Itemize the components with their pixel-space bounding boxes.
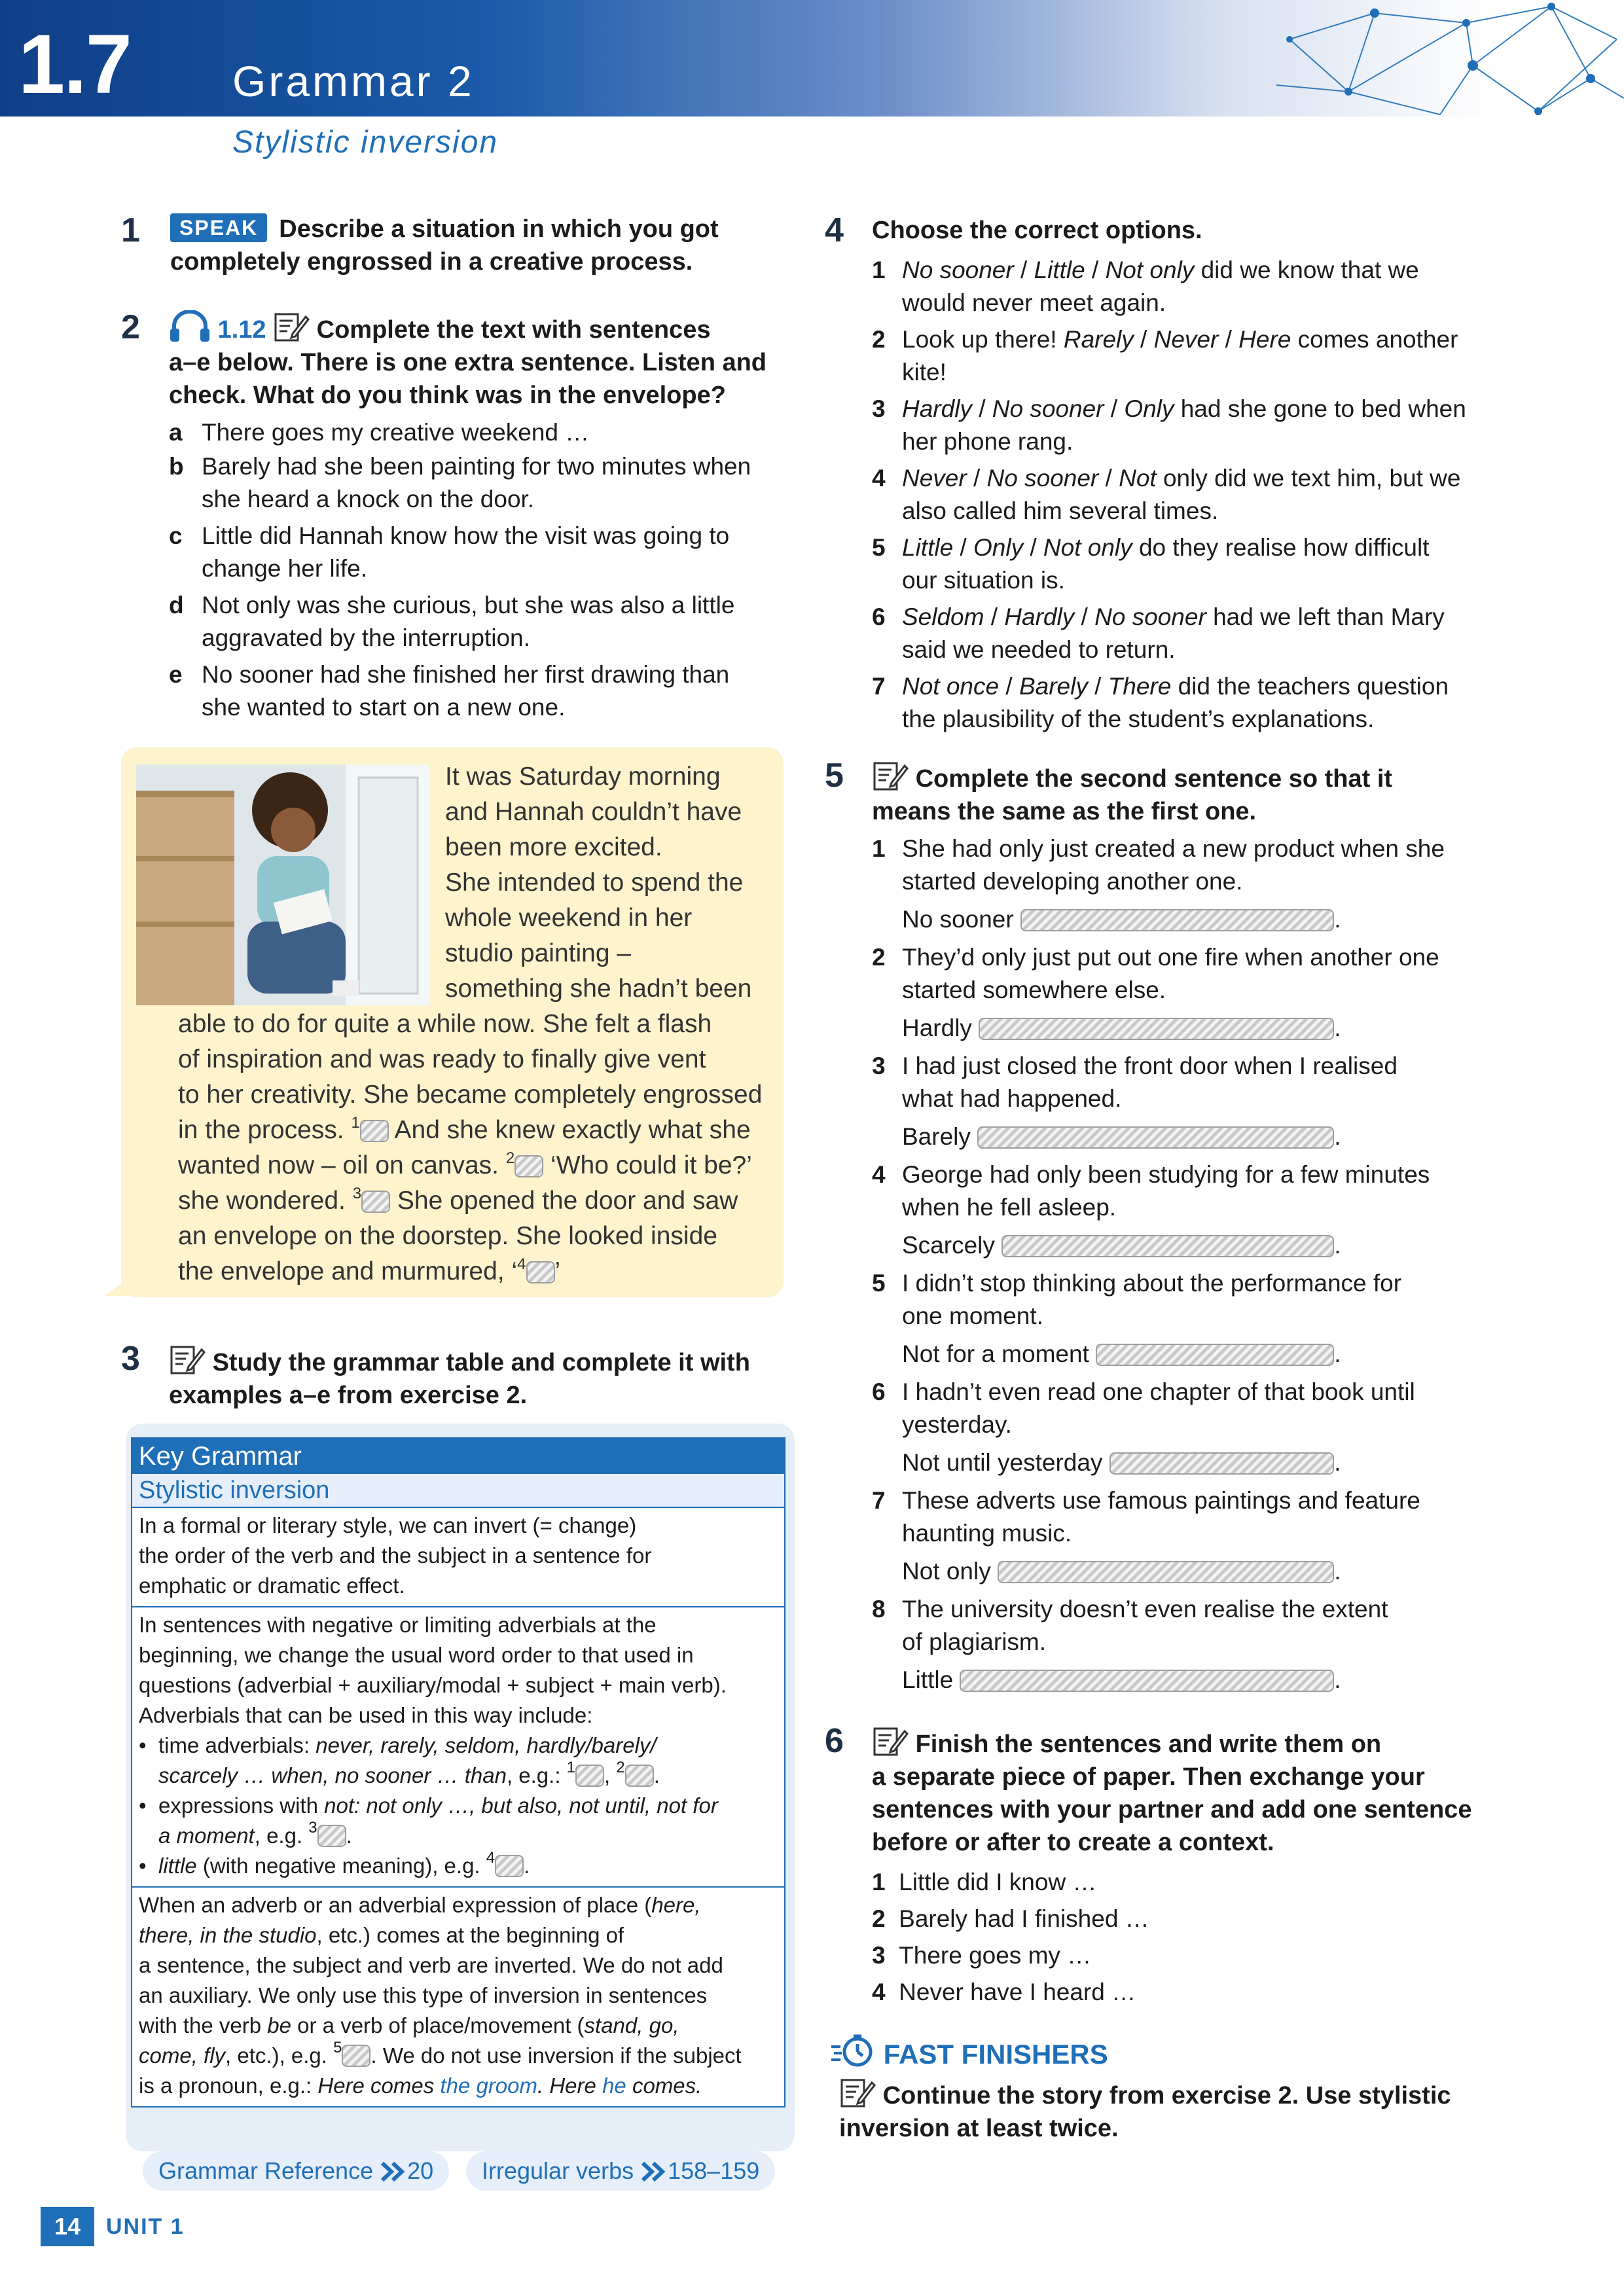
ex4-number: 4: [825, 211, 844, 249]
irregular-verbs-link[interactable]: Irregular verbs 158–159: [466, 2151, 775, 2191]
chevron-double-right-icon: [640, 2161, 668, 2183]
lesson-number: 1.7: [18, 18, 131, 111]
write-icon: [872, 759, 909, 791]
option-1[interactable]: Rarely: [1063, 326, 1134, 353]
photo-woman-with-envelope: [136, 764, 429, 1005]
network-decoration-icon: [1276, 0, 1624, 118]
ex1-instruction: SPEAK Describe a situation in which you got completely engrossed in a creative process.: [170, 213, 799, 278]
fast-finishers-heading: FAST FINISHERS: [830, 2034, 1108, 2073]
ex2-instruction: 1.12 Complete the text with sentences a–e below. There is one extra sentence. Listen and check. What do you think was in the envelope?: [169, 310, 810, 412]
table-gap-4[interactable]: [495, 1855, 524, 1877]
write-icon: [872, 1725, 909, 1756]
list-item: 3 Hardly / No sooner / Only had she gone to bed when her phone rang.: [872, 395, 1466, 455]
table-gap-1[interactable]: [575, 1765, 604, 1787]
headphones-icon[interactable]: [169, 310, 211, 342]
list-item: 7 These adverts use famous paintings and feature haunting music. Not only .: [872, 1487, 1420, 1585]
list-item: 3 I had just closed the front door when I realised what had happened. Barely .: [872, 1052, 1398, 1150]
list-item: 4 Never have I heard …: [872, 1979, 1136, 2005]
list-item: 2 They’d only just put out one fire when another one started somewhere else. Hardly .: [872, 944, 1439, 1041]
write-icon: [839, 2076, 876, 2108]
list-item: • time adverbials: never, rarely, seldom, hardly/barely/ scarcely … when, no sooner … than, e.g.: $^1$ , $^2$ .: [139, 1731, 778, 1791]
gap-1[interactable]: [360, 1120, 389, 1142]
gap-4[interactable]: [526, 1261, 555, 1283]
ex6-instruction: Finish the sentences and write them on a separate piece of paper. Then exchange your sentences with your partner and add one sentence before or after to create a context.: [872, 1725, 1526, 1859]
chevron-double-right-icon: [380, 2161, 407, 2183]
story-text-narrow: It was Saturday morning and Hannah couldn’t have been more excited. She intended to spend the whole weekend in her studio painting – something she hadn’t been: [445, 762, 752, 1003]
write-icon: [169, 1343, 206, 1374]
ex4-list: [872, 254, 1526, 740]
list-item: d Not only was she curious, but she was also a little aggravated by the interruption.: [169, 592, 735, 651]
list-item: b Barely had she been painting for two minutes when she heard a knock on the door.: [169, 453, 751, 512]
speak-badge: SPEAK: [170, 213, 267, 242]
list-item: 7 Not once / Barely / There did the teachers question the plausibility of the student’s explanations.: [872, 673, 1449, 732]
answer-gap[interactable]: [1110, 1452, 1335, 1475]
story-text-wide: able to do for quite a while now. She felt a flash of inspiration and was ready to finally give vent to her creativity. She became completely engrossed in the process. $^1$ And she knew exactly what she wanted now – oil on canvas. $^2$ ‘Who could it be?’ she wondered. $^3$ She opened the door and saw an envelope on the doorstep. She looked inside the envelope and murmured, ‘$^4$ ’: [178, 1010, 763, 1285]
list-item: a There goes my creative weekend …: [169, 419, 590, 446]
list-item: 1 Little did I know …: [872, 1869, 1097, 1895]
ex3-number: 3: [121, 1340, 140, 1378]
ex1-number: 1: [121, 211, 140, 249]
ex5-instruction: Complete the second sentence so that it means the same as the first one.: [872, 759, 1526, 828]
track-number[interactable]: 1.12: [217, 316, 266, 344]
list-item: 5 Little / Only / Not only do they realise how difficult our situation is.: [872, 534, 1430, 594]
answer-gap[interactable]: [1096, 1344, 1334, 1366]
option-3[interactable]: No sooner: [1094, 603, 1206, 630]
answer-gap[interactable]: [998, 1561, 1334, 1583]
key-grammar-heading: Key Grammar: [132, 1439, 784, 1474]
answer-gap[interactable]: [979, 1018, 1334, 1040]
table-gap-5[interactable]: [342, 2045, 370, 2067]
list-item: • expressions with not: not only …, but also, not until, not for a moment, e.g. $^3$ .: [139, 1791, 778, 1851]
unit-label: UNIT 1: [106, 2214, 185, 2239]
list-item: 4 George had only been studying for a few minutes when he fell asleep. Scarcely .: [872, 1161, 1430, 1259]
option-2[interactable]: Only: [973, 534, 1024, 561]
list-item: 4 Never / No sooner / Not only did we text him, but we also called him several times.: [872, 465, 1461, 524]
ex4-instruction: Choose the correct options.: [872, 217, 1202, 244]
answer-gap[interactable]: [960, 1670, 1334, 1692]
option-1[interactable]: Not once: [902, 673, 1000, 700]
stopwatch-icon: [830, 2034, 876, 2068]
option-2[interactable]: No sooner: [992, 395, 1104, 422]
ex6-number: 6: [825, 1722, 844, 1760]
ex3-instruction: Study the grammar table and complete it with examples a–e from exercise 2.: [169, 1343, 810, 1412]
option-2[interactable]: Never: [1153, 326, 1219, 353]
ex6-list: [872, 1864, 1526, 2011]
list-item: 8 The university doesn’t even realise the extent of plagiarism. Little .: [872, 1596, 1388, 1693]
option-1[interactable]: No sooner: [902, 257, 1014, 283]
list-item: 1 She had only just created a new product when she started developing another one. No sooner .: [872, 835, 1445, 933]
ex5-list: [872, 833, 1526, 1702]
option-3[interactable]: Here: [1238, 326, 1291, 353]
table-gap-2[interactable]: [625, 1765, 654, 1787]
option-3[interactable]: Not only: [1105, 257, 1195, 283]
option-2[interactable]: Little: [1034, 257, 1085, 283]
gap-2[interactable]: [514, 1155, 543, 1177]
ex2-sentence-list: [169, 416, 810, 728]
ex2-number: 2: [121, 308, 140, 346]
key-grammar-cell: In a formal or literary style, we can invert (= change) the order of the verb and the subject in a sentence for emphatic or dramatic effect.: [132, 1508, 784, 1607]
list-item: 2 Look up there! Rarely / Never / Here comes another kite!: [872, 326, 1458, 386]
answer-gap[interactable]: [1020, 909, 1334, 931]
option-1[interactable]: Little: [902, 534, 954, 561]
list-item: 2 Barely had I finished …: [872, 1905, 1149, 1932]
option-1[interactable]: Never: [902, 465, 967, 492]
list-item: 6 I hadn’t even read one chapter of that book until yesterday. Not until yesterday .: [872, 1378, 1415, 1476]
list-item: • little (with negative meaning), e.g. $^4$ .: [139, 1851, 778, 1881]
grammar-reference-link[interactable]: Grammar Reference 20: [143, 2151, 449, 2191]
option-2[interactable]: Barely: [1019, 673, 1088, 700]
page-title: Grammar 2: [232, 57, 475, 105]
fast-finishers-task: Continue the story from exercise 2. Use stylistic inversion at least twice.: [839, 2076, 1507, 2145]
option-3[interactable]: Not: [1119, 465, 1157, 492]
list-item: 5 I didn’t stop thinking about the performance for one moment. Not for a moment .: [872, 1270, 1402, 1367]
list-item: 3 There goes my …: [872, 1942, 1092, 1969]
story-box-tail: [105, 1276, 131, 1296]
key-grammar-table: [131, 1437, 785, 2108]
option-2[interactable]: Hardly: [1004, 603, 1075, 630]
answer-gap[interactable]: [1001, 1235, 1334, 1257]
write-icon: [273, 310, 310, 342]
option-1[interactable]: Seldom: [902, 603, 984, 630]
table-gap-3[interactable]: [317, 1825, 346, 1847]
option-3[interactable]: There: [1108, 673, 1172, 700]
key-grammar-cell: When an adverb or an adverbial expression of place (here, there, in the studio, etc.) comes at the beginning of a sentence, the subject and verb are inverted. We do not add an auxiliary. We only use this type of inversion in sentences with the verb be or a verb of place/movement (stand, go, come, fly, etc.), e.g. $^5$ . We do not use inversion if the subject is a pronoun, e.g.: Here comes the groom. Here he comes.: [139, 1893, 742, 2098]
list-item: c Little did Hannah know how the visit was going to change her life.: [169, 522, 730, 582]
answer-gap[interactable]: [977, 1126, 1334, 1149]
key-grammar-subheading: Stylistic inversion: [132, 1474, 784, 1508]
gap-3[interactable]: [361, 1191, 390, 1213]
list-item: 6 Seldom / Hardly / No sooner had we left than Mary said we needed to return.: [872, 603, 1445, 663]
key-grammar-cell: In sentences with negative or limiting adverbials at the beginning, we change the usual word order to that used in questions (adverbial + auxiliary/modal + subject + main verb). Adverbials that can be used in this way include: • time adverbials: never, rarely, seldom, hardly/barely/ scarcely … when, no sooner … than, e.g.: $^1$ , $^2$ . • expressions with not: not only …, but also, not until, not for a moment, e.g. $^3$ . • little (with negative meaning), e.g. $^4$ .: [132, 1607, 784, 1888]
list-item: e No sooner had she finished her first drawing than she wanted to start on a new one.: [169, 661, 730, 721]
page-number: 14: [41, 2207, 94, 2246]
page-subtitle: Stylistic inversion: [232, 125, 499, 160]
ex5-number: 5: [825, 757, 844, 795]
option-1[interactable]: Hardly: [902, 395, 972, 422]
option-3[interactable]: Only: [1124, 395, 1174, 422]
option-3[interactable]: Not only: [1043, 534, 1132, 561]
option-2[interactable]: No sooner: [986, 465, 1099, 492]
list-item: 1 No sooner / Little / Not only did we know that we would never meet again.: [872, 257, 1419, 316]
